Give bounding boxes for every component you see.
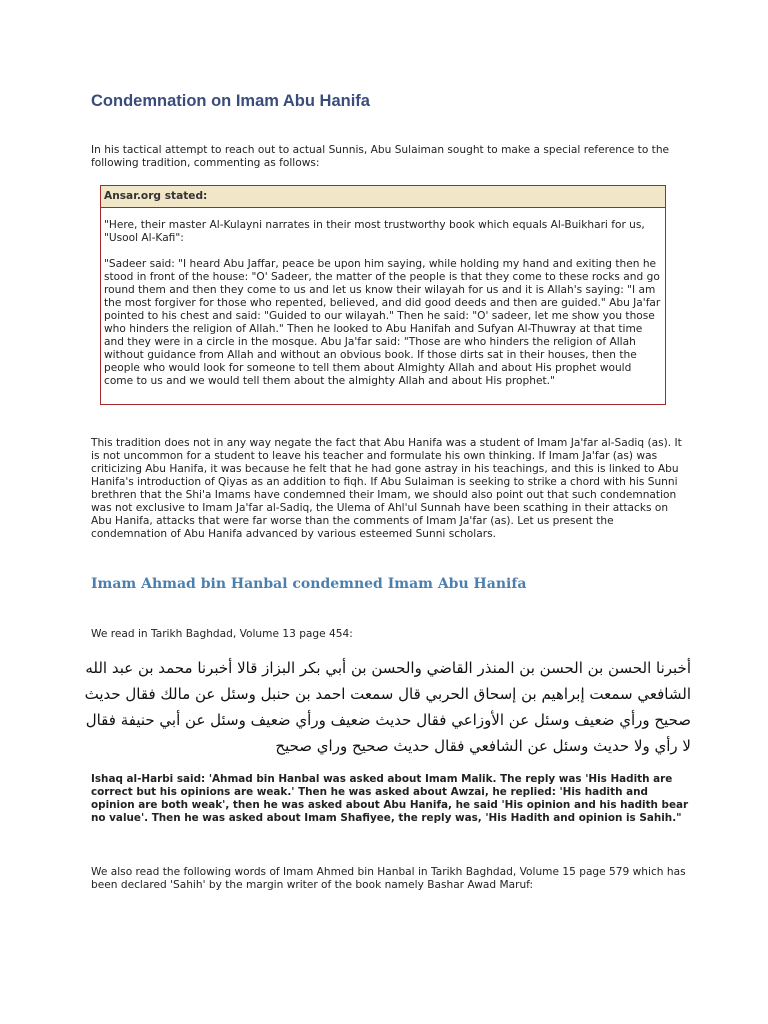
translation-paragraph: Ishaq al-Harbi said: 'Ahmad bin Hanbal was asked about Imam Malik. The reply was 'His Hadith are correct but his opinions are weak.' Then he was asked about Awzai, he replied: 'His hadith and opinion are both weak', then he was asked about Abu Hanifa, he said 'His opinion and his hadith bear no value'. Then he was asked about Imam Shafiyee, the reply was, 'His Hadith and opinion is Sahih." bbox=[91, 773, 689, 824]
quote-paragraph: "Here, their master Al-Kulayni narrates in their most trustworthy book which equals Al-Buikhari for us, "Usool Al-Kafi": bbox=[104, 219, 645, 244]
intro-paragraph: In his tactical attempt to reach out to actual Sunnis, Abu Sulaiman sought to make a special reference to the following tradition, commenting as follows: bbox=[91, 144, 670, 169]
body-paragraph: This tradition does not in any way negate the fact that Abu Hanifa was a student of Imam Ja'far al-Sadiq (as). It is not uncommon for a student to leave his teacher and formulate his own thinking. If Imam Ja'far (as) was criticizing Abu Hanifa, it was because he felt that he had gone astray in his teachings, and this is linked to Abu Hanifa's introduction of Qiyas as an addition to fiqh. If Abu Sulaiman is seeking to strike a chord with his Sunni brethren that the Shi'a Imams have condemned their Imam, we should also point out that such condemnation was not exclusive to Imam Ja'far al-Sadiq, the Ulema of Ahl'ul Sunnah have been scathing in their attacks on Abu Hanifa, attacks that were far worse than the comments of Imam Ja'far (as). Let us present the condemnation of Abu Hanifa advanced by various esteemed Sunni scholars. bbox=[91, 437, 682, 540]
arabic-line: أخبرنا الحسن بن الحسن بن المنذر القاضي والحسن بن أبي بكر البزاز قالا أخبرنا محمد بن عبد الله bbox=[85, 659, 691, 677]
arabic-line: الشافعي سمعت إبراهيم بن إسحاق الحربي قال سمعت احمد بن حنبل وسئل عن مالك فقال حديث bbox=[84, 685, 691, 703]
section-heading: Imam Ahmad bin Hanbal condemned Imam Abu Hanifa bbox=[91, 576, 527, 592]
quote-box bbox=[100, 185, 666, 405]
quote-paragraph: "Sadeer said: "I heard Abu Jaffar, peace be upon him saying, while holding my hand and exiting then he stood in front of the house: "O' Sadeer, the matter of the people is that they come to these rocks and go round them and then they come to us and let us know their wilayah for us and it is Allah's saying: "I am the most forgiver for those who repented, believed, and did good deeds and then are guided." Abu Ja'far pointed to his chest and said: "Guided to our wilayah." Then he said: "O' sadeer, let me show you those who hinders the religion of Allah." Then he looked to Abu Hanifah and Sufyan Al-Thuwray at that time and they were in a circle in the mosque. Abu Ja'far said: "Those are who hinders the religion of Allah without guidance from Allah and without an obvious book. If those dirts sat in their houses, then the people who would look for someone to tell them about Almighty Allah and about His prophet would come to us and we would tell them about the almighty Allah and about His prophet." bbox=[104, 258, 661, 387]
reference-paragraph: We read in Tarikh Baghdad, Volume 13 page 454: bbox=[91, 628, 353, 640]
arabic-line: لا رأي ولا حديث وسئل عن الشافعي فقال حديث صحيح وراي صحيح bbox=[275, 737, 691, 755]
quote-body bbox=[101, 208, 665, 388]
quote-header: Ansar.org stated: bbox=[101, 186, 665, 208]
arabic-quote bbox=[84, 655, 691, 759]
body-paragraph: We also read the following words of Imam Ahmed bin Hanbal in Tarikh Baghdad, Volume 15 page 579 which has been declared 'Sahih' by the margin writer of the book namely Bashar Awad Maruf: bbox=[91, 866, 686, 891]
arabic-line: صحيح ورأي ضعيف وسئل عن الأوزاعي فقال حديث ضعيف ورأي ضعيف وسئل عن أبي حنيفة فقال bbox=[85, 711, 691, 729]
page-title: Condemnation on Imam Abu Hanifa bbox=[91, 92, 370, 110]
